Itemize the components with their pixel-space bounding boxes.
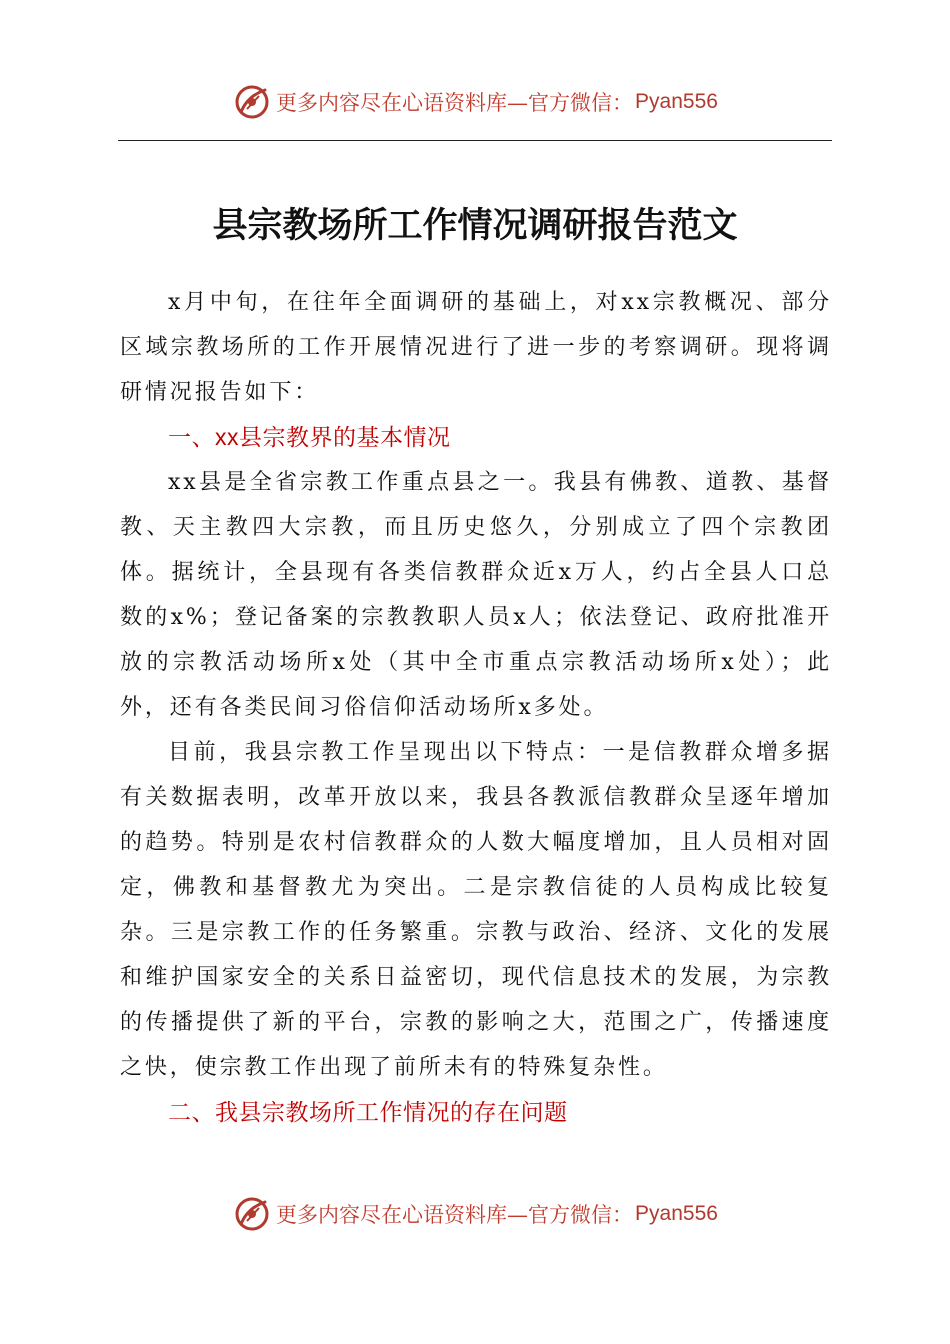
banner-brand: 更多内容尽在心语资料库: [276, 1203, 508, 1227]
banner-brand: 更多内容尽在心语资料库: [276, 91, 508, 115]
banner-wechat-id: Pyan556: [635, 90, 718, 113]
section1-paragraph-1: xx县是全省宗教工作重点县之一。我县有佛教、道教、基督教、天主教四大宗教，而且历史悠久，分别成立了四个宗教团体。据统计，全县现有各类信教群众近x万人，约占全县人口总数的x%；登记备案的宗教教职人员x人；依法登记、政府批准开放的宗教活动场所x处（其中全市重点宗教活动场所x处）；此外，还有各类民间习俗信仰活动场所x多处。: [120, 470, 832, 720]
logo-icon: [232, 82, 272, 122]
logo-icon: [232, 1194, 272, 1234]
banner-brand-text: [276, 1199, 633, 1229]
intro-paragraph: x月中旬，在往年全面调研的基础上，对xx宗教概况、部分区域宗教场所的工作开展情况进行了进一步的考察调研。现将调研情况报告如下：: [120, 290, 832, 405]
banner-dash: —: [507, 91, 529, 115]
header-divider: [118, 140, 832, 141]
banner-wechat-label: 官方微信：: [528, 91, 634, 115]
document-title: 县宗教场所工作情况调研报告范文: [212, 205, 738, 246]
header-banner: [0, 80, 950, 124]
section-heading-2: 二、我县宗教场所工作情况的存在问题: [168, 1099, 568, 1125]
banner-wechat-id: Pyan556: [635, 1202, 718, 1225]
section1-paragraph-2: 目前，我县宗教工作呈现出以下特点：一是信教群众增多据有关数据表明，改革开放以来，我县各教派信教群众呈逐年增加的趋势。特别是农村信教群众的人数大幅度增加，且人员相对固定，佛教和基督教尤为突出。二是宗教信徒的人员构成比较复杂。三是宗教工作的任务繁重。宗教与政治、经济、文化的发展和维护国家安全的关系日益密切，现代信息技术的发展，为宗教的传播提供了新的平台，宗教的影响之大，范围之广，传播速度之快，使宗教工作出现了前所未有的特殊复杂性。: [120, 740, 832, 1080]
banner-dash: —: [507, 1203, 529, 1227]
footer-banner: [0, 1192, 950, 1236]
banner-wechat-label: 官方微信：: [528, 1203, 634, 1227]
banner-brand-text: [276, 87, 633, 117]
section-heading-1: 一、xx县宗教界的基本情况: [168, 424, 451, 450]
document-body: [120, 280, 832, 1135]
